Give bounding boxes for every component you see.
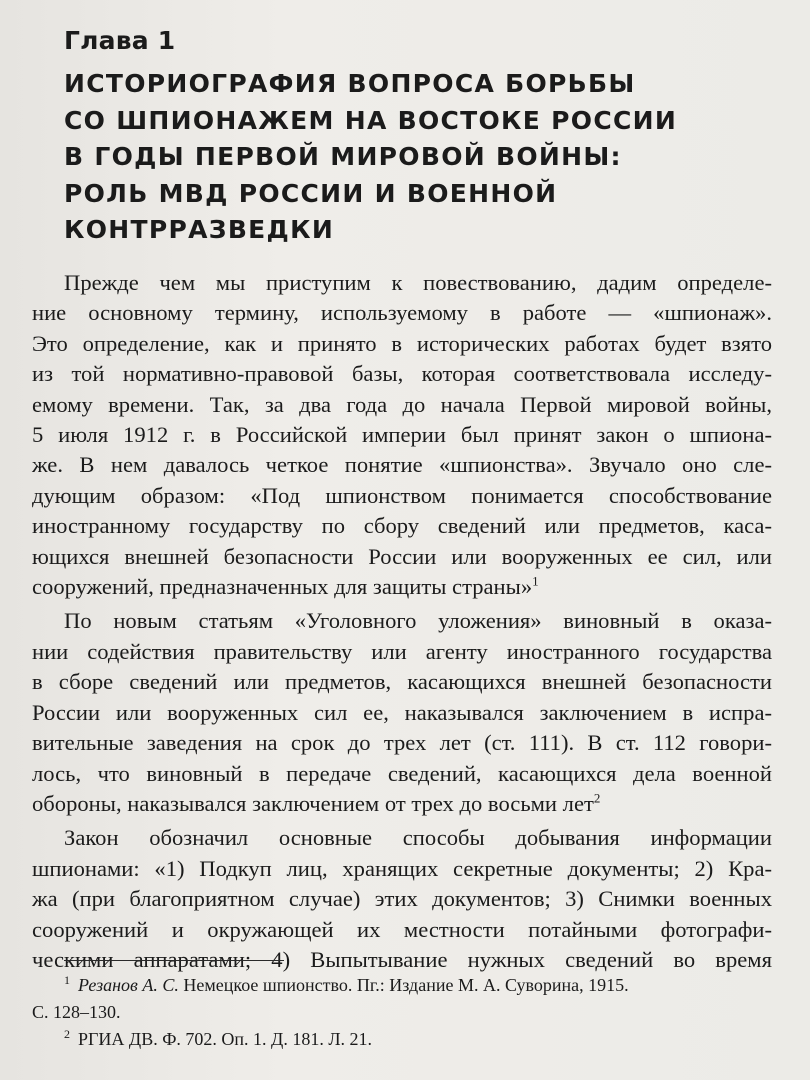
footnote-1-continued: С. 128–130. — [32, 1002, 121, 1022]
chapter-title-line: ИСТОРИОГРАФИЯ ВОПРОСА БОРЬБЫ — [64, 69, 636, 98]
text-line: сооружений и окружающей их местности потайными фотографи- — [32, 916, 772, 942]
text-line: иностранному государству по сбору сведений или предметов, каса- — [32, 513, 772, 539]
footnote-2 — [32, 1026, 772, 1053]
footnote-divider — [64, 960, 284, 961]
text-line: Закон обозначил основные способы добывания информации — [64, 825, 772, 851]
text-line: из той нормативно-правовой базы, которая соответствовала исследу- — [32, 361, 772, 387]
main-text — [32, 268, 772, 975]
footnote-ref: 2 — [593, 790, 601, 806]
chapter-label: Глава 1 — [64, 26, 176, 55]
paragraph-3 — [32, 823, 772, 975]
text-line: вительные заведения на срок до трех лет (ст. 111). В ст. 112 говори- — [32, 730, 772, 756]
text-line: ние основному термину, используемому в работе — «шпионаж». — [32, 300, 772, 326]
footnote-text: Немецкое шпионство. Пг.: Издание М. А. Суворина, 1915. — [183, 975, 629, 995]
text-line: шпионами: «1) Подкуп лиц, хранящих секретные документы; 2) Кра- — [32, 855, 772, 881]
text-line-content: сооружений, предназначенных для защиты страны» — [32, 574, 533, 600]
footnote-1 — [32, 972, 772, 999]
text-line — [32, 572, 772, 602]
text-line: лось, что виновный в передаче сведений, касающихся дела военной — [32, 760, 772, 786]
footnote-number: 1 — [64, 973, 70, 987]
text-line: ющихся внешней безопасности России или вооруженных ее сил, или — [32, 543, 772, 569]
text-line: России или вооруженных сил ее, наказывался заключением в испра- — [32, 699, 772, 725]
chapter-title — [64, 66, 754, 249]
chapter-title-line: КОНТРРАЗВЕДКИ — [64, 215, 335, 244]
text-line: жа (при благоприятном случае) этих документов; 3) Снимки военных — [32, 886, 772, 912]
paragraph-2 — [32, 606, 772, 819]
text-line: ческими аппаратами; 4) Выпытывание нужных сведений во время — [32, 946, 772, 972]
chapter-title-line: В ГОДЫ ПЕРВОЙ МИРОВОЙ ВОЙНЫ: — [64, 142, 622, 171]
footnote-text: РГИА ДВ. Ф. 702. Оп. 1. Д. 181. Л. 21. — [78, 1029, 373, 1049]
text-line: нии содействия правительству или агенту иностранного государства — [32, 638, 772, 664]
text-line: в сборе сведений или предметов, касающихся внешней безопасности — [32, 669, 772, 695]
text-line: 5 июля 1912 г. в Российской империи был принят закон о шпиона- — [32, 422, 772, 448]
text-line: По новым статьям «Уголовного уложения» виновный в оказа- — [64, 608, 772, 634]
footnotes — [32, 972, 772, 1053]
text-line: емому времени. Так, за два года до начала Первой мировой войны, — [32, 391, 772, 417]
chapter-title-line: РОЛЬ МВД РОССИИ И ВОЕННОЙ — [64, 178, 558, 208]
text-line-content: обороны, наказывался заключением от трех до восьми лет — [32, 790, 594, 816]
paragraph-1 — [32, 268, 772, 602]
footnote-number: 2 — [64, 1027, 70, 1041]
footnote-ref: 1 — [532, 573, 539, 589]
text-line: Прежде чем мы приступим к повествованию, дадим определе- — [64, 270, 772, 295]
footnote-author: Резанов А. С. — [78, 975, 179, 995]
text-line: дующим образом: «Под шпионством понимается способствование — [32, 482, 772, 508]
text-line: же. В нем давалось четкое понятие «шпионства». Звучало оно сле- — [32, 452, 772, 478]
text-line — [32, 789, 772, 819]
text-line: Это определение, как и принято в исторических работах будет взято — [32, 330, 772, 356]
chapter-title-line: СО ШПИОНАЖЕМ НА ВОСТОКЕ РОССИИ — [64, 105, 678, 135]
